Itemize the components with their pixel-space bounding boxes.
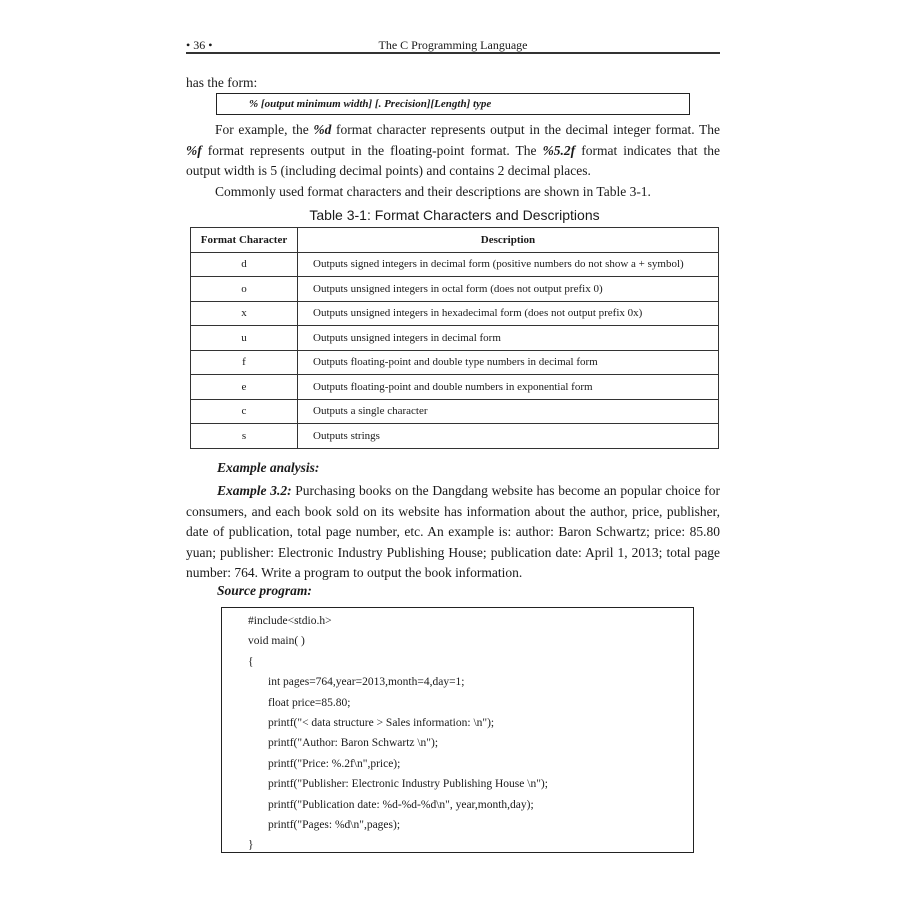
code-line: printf("Price: %.2f\n",price); [268,757,401,770]
description-cell: Outputs signed integers in decimal form (positive numbers do not show a + symbol) [298,252,719,277]
table-row [191,326,719,351]
page-number: • 36 • [186,38,213,52]
format-char-cell: o [191,277,298,302]
running-title: The C Programming Language [378,38,528,52]
format-char-cell: d [191,252,298,277]
code-listing [248,611,548,856]
intro-text: has the form: [186,75,258,90]
table-row [191,399,719,424]
source-program-heading: Source program: [217,583,312,598]
description-cell: Outputs strings [298,424,719,449]
example-label: Example 3.2: [217,483,292,498]
description-cell: Outputs a single character [298,399,719,424]
example-analysis-heading: Example analysis: [217,460,320,475]
description-cell: Outputs floating-point and double type numbers in decimal form [298,350,719,375]
format-char-cell: s [191,424,298,449]
code-line: void main( ) [248,635,305,648]
table-row [191,252,719,277]
description-cell: Outputs floating-point and double numbers in exponential form [298,375,719,400]
table-row [191,301,719,326]
header-description: Description [298,228,719,253]
table-row [191,277,719,302]
format-char-cell: e [191,375,298,400]
table-header-row [191,228,719,253]
code-line: printf("< data structure > Sales information: \n"); [268,717,495,730]
example-text: Purchasing books on the Dangdang website has become an popular choice for consumers, and each book sold on its website has information about the author, price, publisher, date of publication, total page number, etc. An example is: author: Baron Schwartz; price: 85.80 yuan; publisher: Electronic Industry Publishing House; publication date: April 1, 2013; total page number: 764. Write a program to output the book information. [186,483,720,580]
paragraph-table-intro: Commonly used format characters and their descriptions are shown in Table 3-1. [215,184,651,199]
format-char-cell: x [191,301,298,326]
format-syntax-box: % [output minimum width] [. Precision][Length] type [216,93,690,115]
code-line: printf("Publisher: Electronic Industry Publishing House \n"); [268,778,548,791]
example-paragraph [186,481,720,584]
code-line: printf("Pages: %d\n",pages); [268,819,401,832]
table-caption: Table 3-1: Format Characters and Descriptions [309,207,600,223]
code-line: #include<stdio.h> [248,615,332,627]
description-cell: Outputs unsigned integers in decimal form [298,326,719,351]
code-line: int pages=764,year=2013,month=4,day=1; [268,676,465,689]
code-line: { [248,655,254,668]
code-line: printf("Publication date: %d-%d-%d\n", year,month,day); [268,798,534,811]
code-line: printf("Author: Baron Schwartz \n"); [268,737,439,750]
format-char-cell: f [191,350,298,375]
table-row [191,350,719,375]
format-table [190,227,719,449]
table-row [191,424,719,449]
header-rule [186,52,720,54]
code-line: } [248,839,254,852]
format-char-cell: c [191,399,298,424]
table-row [191,375,719,400]
code-line: float price=85.80; [268,696,351,709]
description-cell: Outputs unsigned integers in hexadecimal form (does not output prefix 0x) [298,301,719,326]
paragraph-example: For example, the %d format character represents output in the decimal integer format. The %f format represents output in the floating-point format. The %5.2f format indicates that the output width is 5 (including decimal points) and contains 2 decimal places. [186,122,721,178]
header-format-character: Format Character [191,228,298,253]
format-char-cell: u [191,326,298,351]
description-cell: Outputs unsigned integers in octal form (does not output prefix 0) [298,277,719,302]
